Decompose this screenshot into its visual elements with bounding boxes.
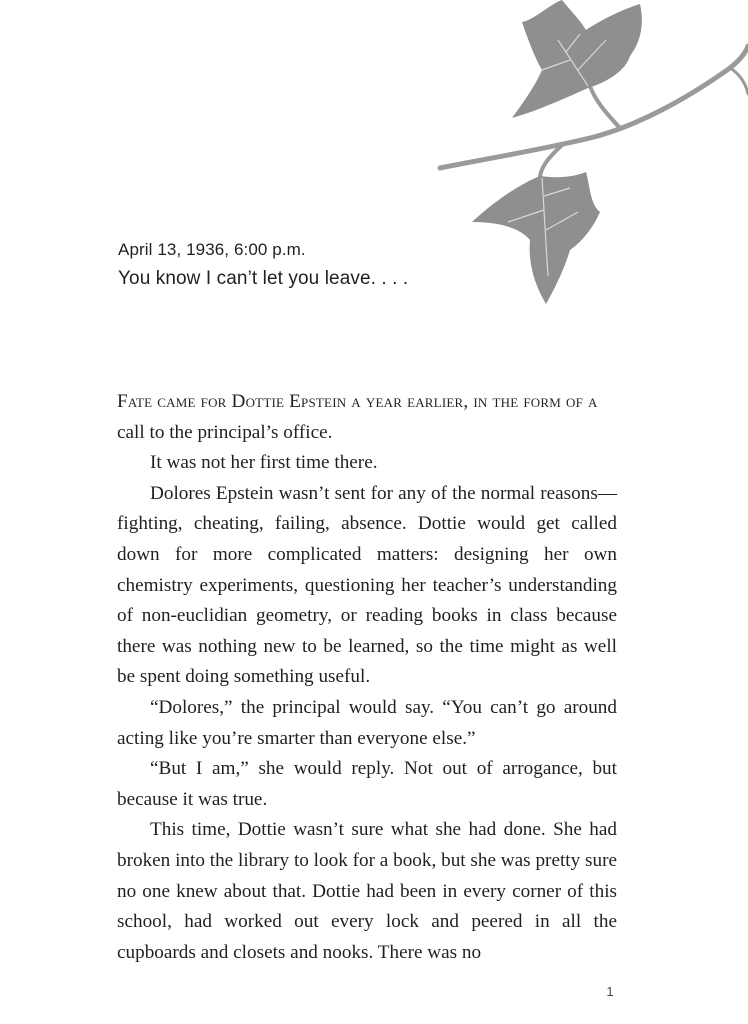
chapter-subtitle: You know I can’t let you leave. . . . bbox=[118, 268, 409, 289]
paragraph: call to the principal’s office. bbox=[117, 421, 333, 443]
paragraph: This time, Dottie wasn’t sure what she had done. She had broken into the library to look for a book, but she was pretty sure no one knew about that. Dottie had been in every corner of this school, had worked out every lock and peered in all the cupboards and closets and nooks. There was no bbox=[117, 819, 617, 963]
opening-line bbox=[117, 387, 617, 418]
dateline: April 13, 1936, 6:00 p.m. bbox=[118, 240, 306, 259]
paragraph: It was not her first time there. bbox=[150, 452, 378, 474]
opening-smallcaps: Fate came for Dottie Epstein a year earlier, in the form of a bbox=[117, 391, 598, 412]
chapter-heading bbox=[118, 236, 538, 294]
page-number: 1 bbox=[606, 984, 614, 999]
paragraph: “But I am,” she would reply. Not out of arrogance, but because it was true. bbox=[117, 758, 617, 810]
paragraph: “Dolores,” the principal would say. “You can’t go around acting like you’re smarter than everyone else.” bbox=[117, 696, 617, 749]
body-text bbox=[117, 387, 617, 968]
paragraph: Dolores Epstein wasn’t sent for any of the normal reasons—fighting, cheating, failing, absence. Dottie would get called down for more complicated matters: designing her own chemistry experiments, questioning her teacher’s understanding of non-euclidian geometry, or reading books in class because there was nothing new to be learned, so the time might as well be spent doing something useful. bbox=[117, 482, 617, 688]
